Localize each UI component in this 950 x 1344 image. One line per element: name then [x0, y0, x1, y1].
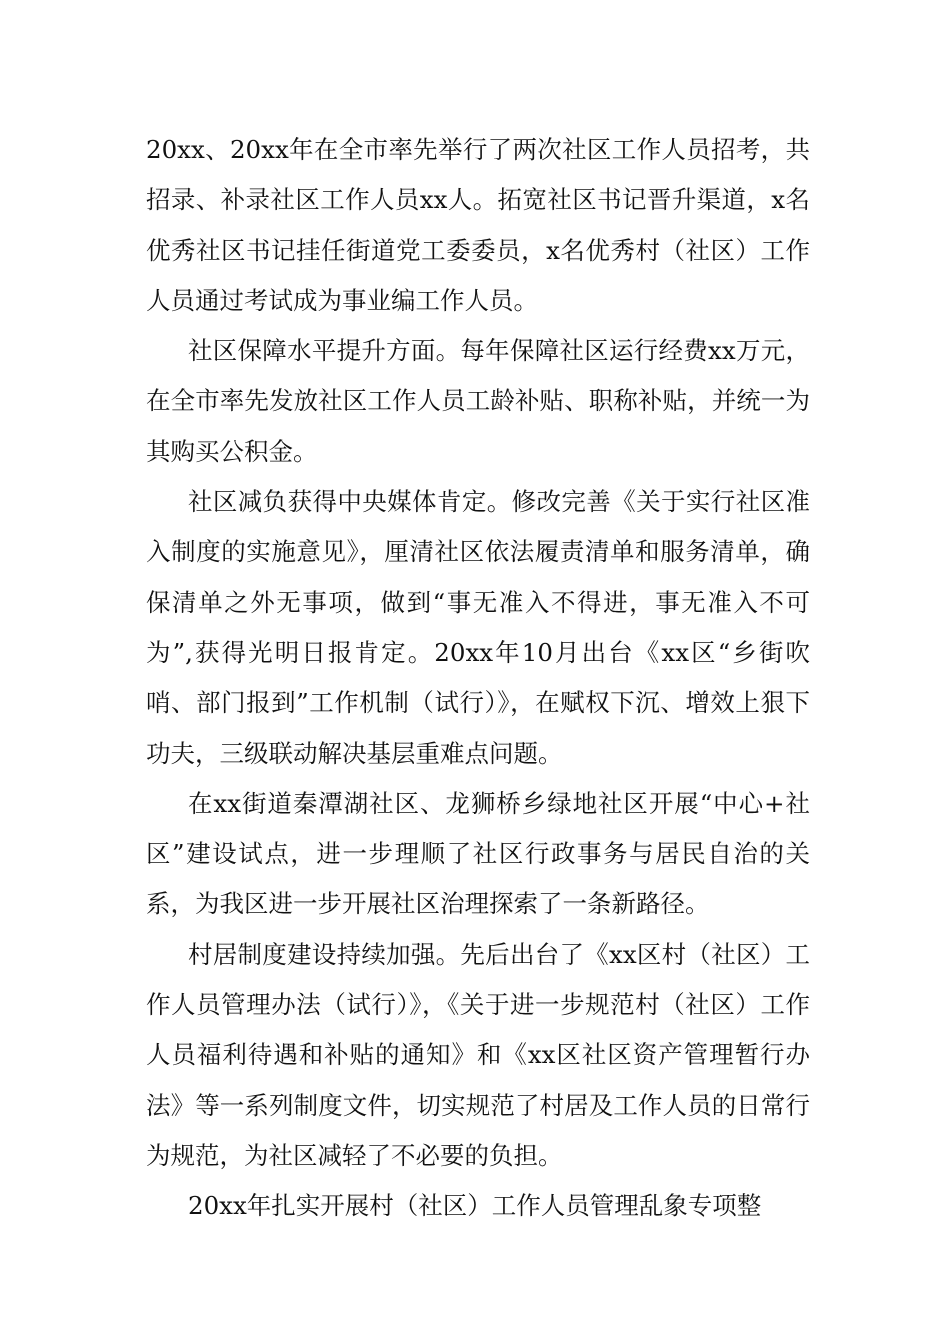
paragraph-recruitment: 20xx、20xx年在全市率先举行了两次社区工作人员招考，共招录、补录社区工作人员xx人。拓宽社区书记晋升渠道，x名优秀社区书记挂任街道党工委委员，x名优秀村（社区）工作人员通过考试成为事业编工作人员。 — [146, 135, 810, 315]
paragraph-burden-reduction: 社区减负获得中央媒体肯定。修改完善《关于实行社区准入制度的实施意见》，厘清社区依法履责清单和服务清单，确保清单之外无事项，做到“事无准入不得进，事无准入不可为”,获得光明日报肯定。20xx年10月出台《xx区“乡街吹哨、部门报到”工作机制（试行）》，在赋权下沉、增效上狠下功夫，三级联动解决基层重难点问题。 — [146, 487, 810, 768]
paragraph-special-rectification: 20xx年扎实开展村（社区）工作人员管理乱象专项整 — [188, 1191, 762, 1221]
paragraph-guarantee-level: 社区保障水平提升方面。每年保障社区运行经费xx万元，在全市率先发放社区工作人员工龄补贴、职称补贴，并统一为其购买公积金。 — [146, 336, 810, 466]
paragraph-pilot-program: 在xx街道秦潭湖社区、龙狮桥乡绿地社区开展“中心+社区”建设试点，进一步理顺了社区行政事务与居民自治的关系，为我区进一步开展社区治理探索了一条新路径。 — [146, 788, 810, 919]
paragraph-system-building: 村居制度建设持续加强。先后出台了《xx区村（社区）工作人员管理办法（试行）》，《关于进一步规范村（社区）工作人员福利待遇和补贴的通知》和《xx区社区资产管理暂行办法》等一系列制度文件，切实规范了村居及工作人员的日常行为规范，为社区减轻了不必要的负担。 — [146, 939, 810, 1170]
document-page — [146, 125, 810, 1232]
